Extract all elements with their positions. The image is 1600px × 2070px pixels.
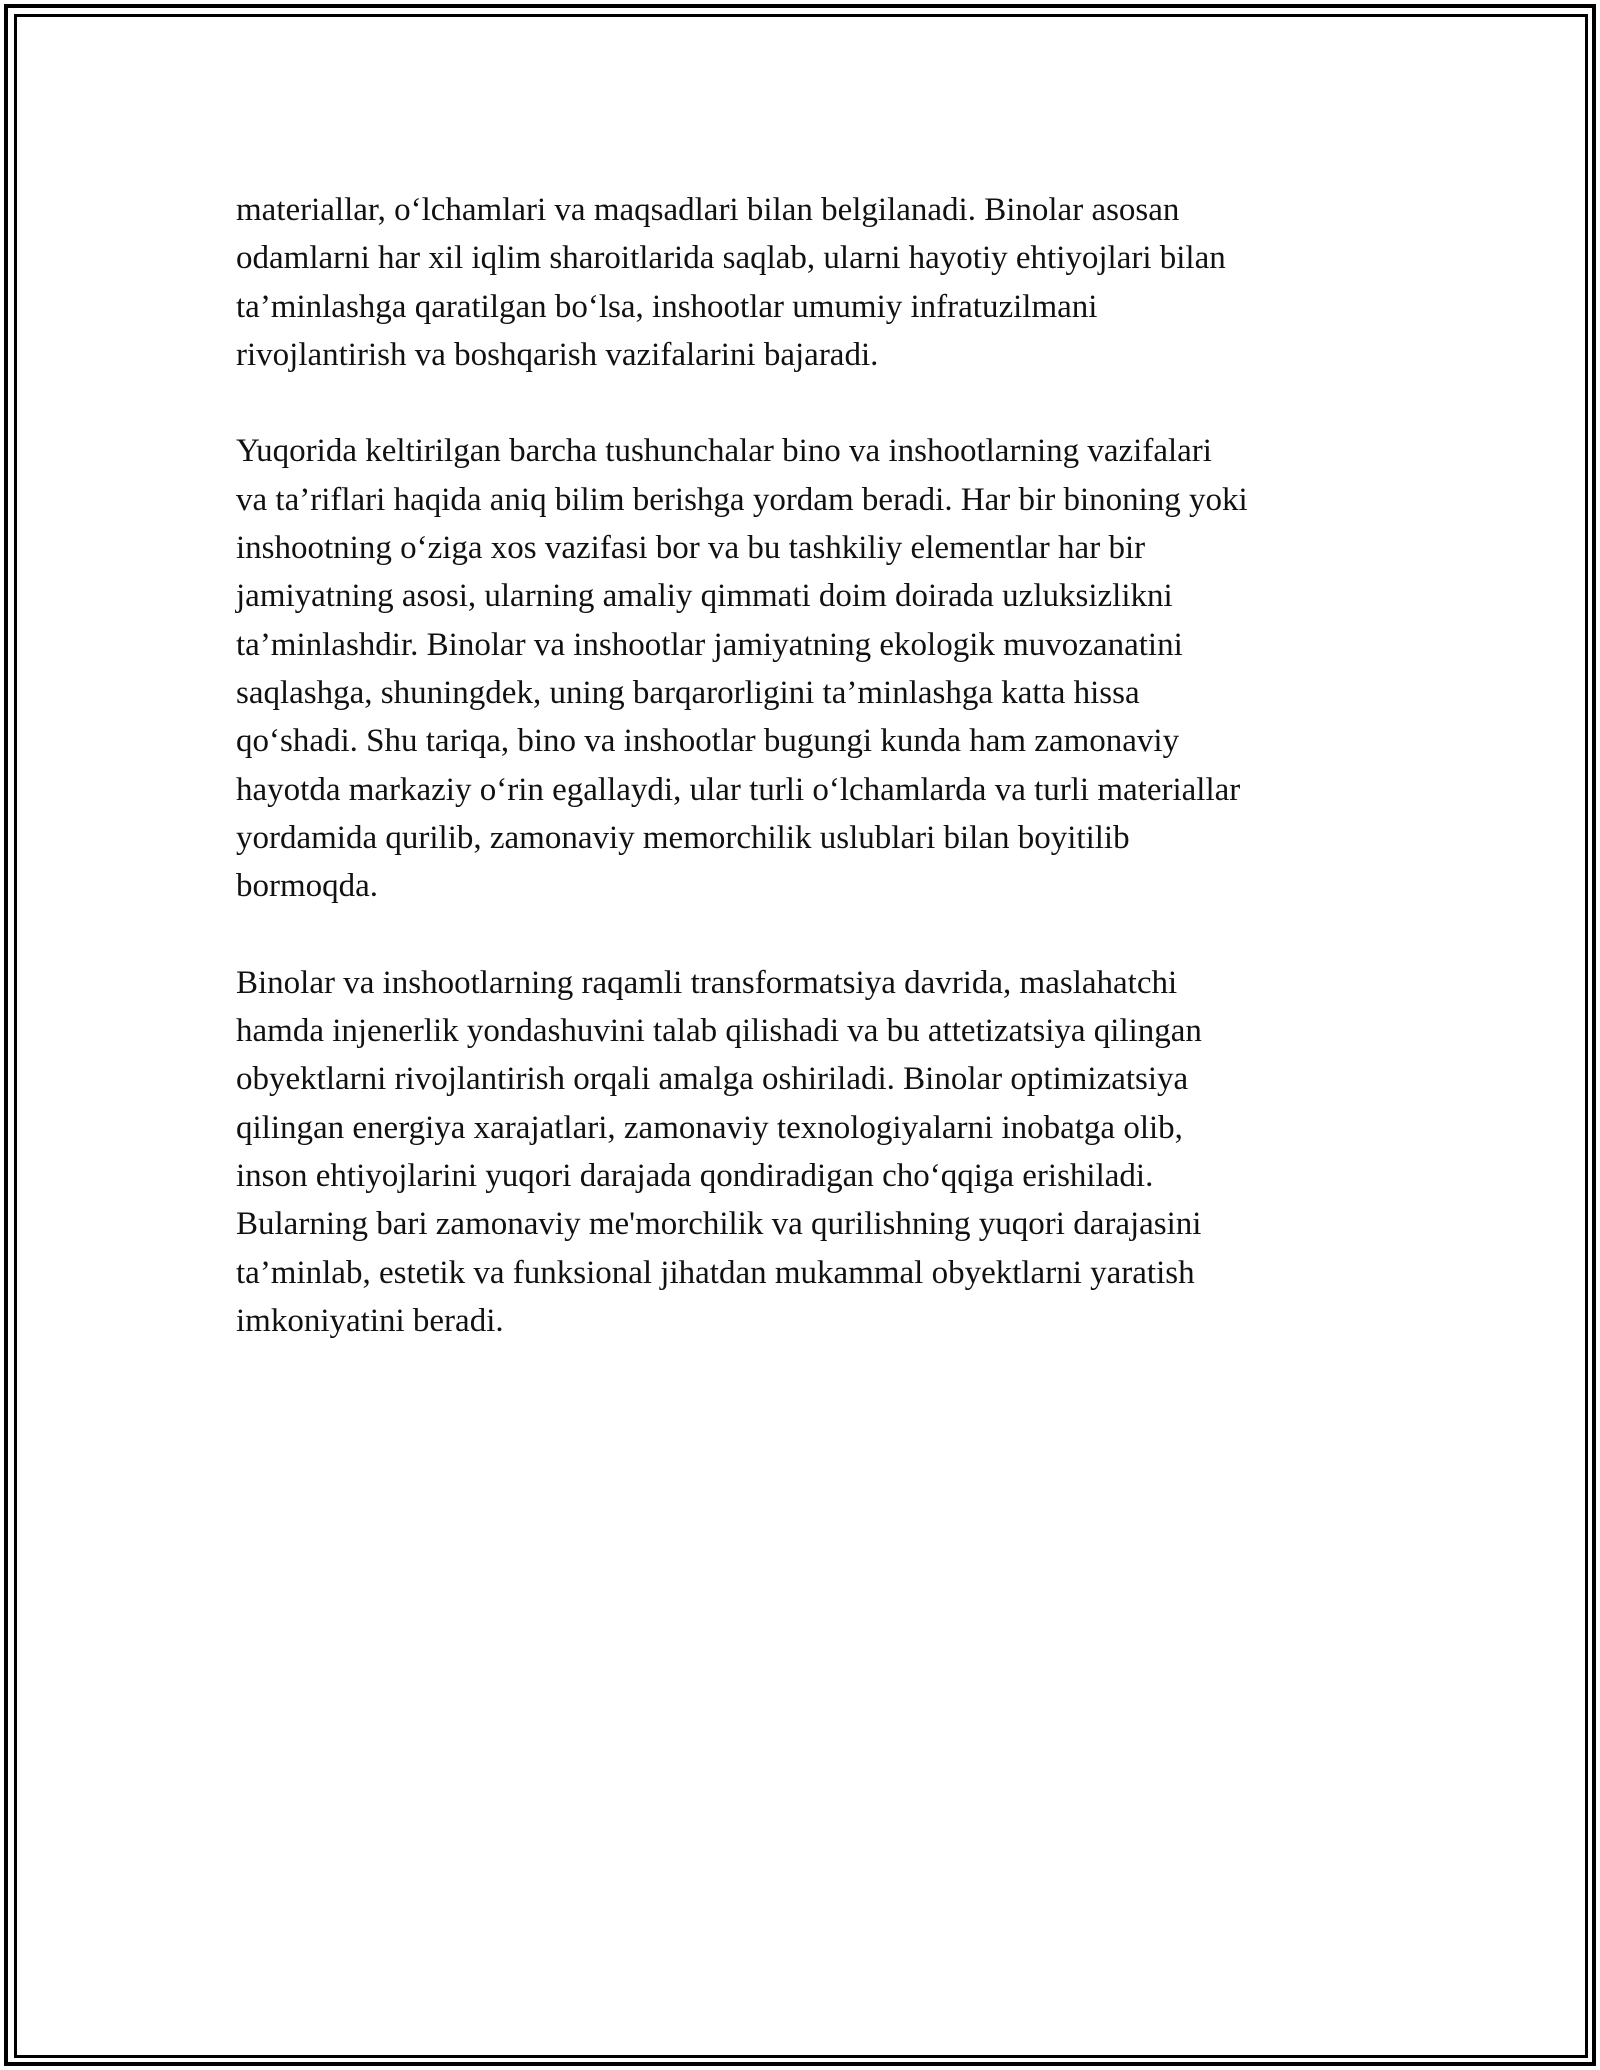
text-line: yordamida qurilib, zamonaviy memorchilik uslublari bilan boyitilib — [236, 819, 1130, 856]
text-line: odamlarni har xil iqlim sharoitlarida saqlab, ularni hayotiy ehtiyojlari bilan — [236, 240, 1226, 277]
text-line: inshootning o‘ziga xos vazifasi bor va bu tashkiliy elementlar har bir — [236, 530, 1146, 567]
text-line: materiallar, o‘lchamlari va maqsadlari bilan belgilanadi. Binolar asosan — [236, 192, 1180, 228]
paragraph-3 — [236, 959, 1416, 1345]
text-line: jamiyatning asosi, ularning amaliy qimmati doim doirada uzluksizlikni — [236, 578, 1173, 615]
text-line: Yuqorida keltirilgan barcha tushunchalar bino va inshootlarning vazifalari — [236, 433, 1212, 470]
text-line: qo‘shadi. Shu tariqa, bino va inshootlar bugungi kunda ham zamonaviy — [236, 723, 1180, 760]
document-body — [236, 186, 1416, 1393]
text-line: saqlashga, shuningdek, uning barqarorligini ta’minlashga katta hissa — [236, 674, 1140, 711]
text-line: hamda injenerlik yondashuvini talab qilishadi va bu attetizatsiya qilingan — [236, 1013, 1202, 1050]
text-line: qilingan energiya xarajatlari, zamonaviy texnologiyalarni inobatga olib, — [236, 1109, 1183, 1146]
text-line: ta’minlashdir. Binolar va inshootlar jamiyatning ekologik muvozanatini — [236, 626, 1183, 663]
text-line: ta’minlab, estetik va funksional jihatdan mukammal obyektlarni yaratish — [236, 1254, 1195, 1291]
text-line: hayotda markaziy o‘rin egallaydi, ular turli o‘lchamlarda va turli materiallar — [236, 771, 1241, 808]
text-line: bormoqda. — [236, 868, 379, 905]
paragraph-2 — [236, 427, 1416, 910]
text-line: Bularning bari zamonaviy me'morchilik va qurilishning yuqori darajasini — [236, 1206, 1202, 1243]
text-line: ta’minlashga qaratilgan bo‘lsa, inshootlar umumiy infratuzilmani — [236, 288, 1098, 325]
text-line: imkoniyatini beradi. — [236, 1302, 504, 1339]
text-line: rivojlantirish va boshqarish vazifalarini bajaradi. — [236, 336, 879, 373]
paragraph-1 — [236, 186, 1416, 379]
text-line: Binolar va inshootlarning raqamli transformatsiya davrida, maslahatchi — [236, 964, 1178, 1001]
text-line: inson ehtiyojlarini yuqori darajada qondiradigan cho‘qqiga erishiladi. — [236, 1157, 1154, 1194]
text-line: va ta’riflari haqida aniq bilim berishga yordam beradi. Har bir binoning yoki — [236, 481, 1248, 518]
text-line: obyektlarni rivojlantirish orqali amalga oshiriladi. Binolar optimizatsiya — [236, 1061, 1189, 1098]
